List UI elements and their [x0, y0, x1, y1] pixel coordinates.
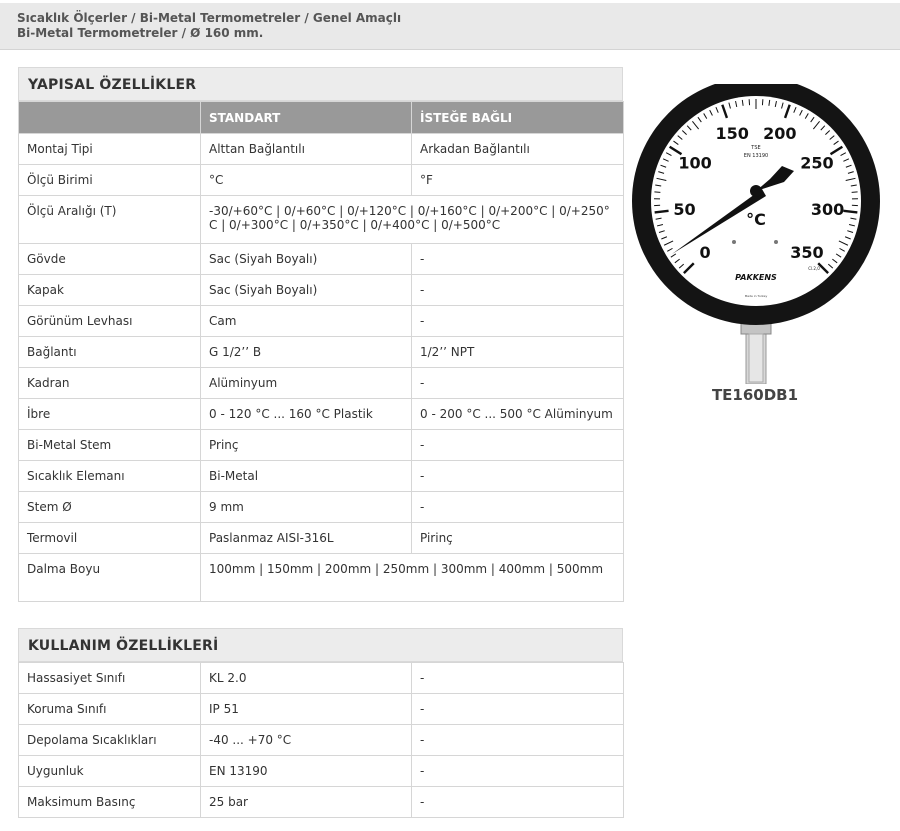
gauge-tick — [654, 192, 660, 193]
standard-value: IP 51 — [201, 694, 412, 725]
breadcrumb-line-2[interactable]: Bi-Metal Termometreler / Ø 160 mm. — [17, 26, 264, 40]
row-label: Görünüm Levhası — [19, 306, 201, 337]
gauge-scale-label: 200 — [763, 124, 797, 144]
row-label: İbre — [19, 399, 201, 430]
optional-value: - — [412, 275, 624, 306]
row-label: Montaj Tipi — [19, 134, 201, 165]
table-row — [19, 554, 624, 602]
structural-header-row — [19, 102, 624, 134]
structural-title: YAPISAL ÖZELLİKLER — [18, 67, 623, 101]
usage-section — [18, 628, 623, 818]
table-row — [19, 694, 624, 725]
optional-value: - — [412, 461, 624, 492]
table-row — [19, 368, 624, 399]
standard-value: Alttan Bağlantılı — [201, 134, 412, 165]
gauge-tick — [843, 211, 857, 213]
optional-value: - — [412, 430, 624, 461]
table-row — [19, 134, 624, 165]
optional-value: - — [412, 756, 624, 787]
gauge-tick — [655, 211, 669, 213]
row-label: Bi-Metal Stem — [19, 430, 201, 461]
row-label: Uygunluk — [19, 756, 201, 787]
table-row — [19, 663, 624, 694]
row-label: Gövde — [19, 244, 201, 275]
breadcrumb — [0, 3, 900, 50]
standard-value: EN 13190 — [201, 756, 412, 787]
gauge-needle-hub — [750, 185, 762, 197]
standard-value: 9 mm — [201, 492, 412, 523]
row-label: Bağlantı — [19, 337, 201, 368]
structural-table — [18, 101, 624, 602]
range-value: -30/+60°C | 0/+60°C | 0/+120°C | 0/+160°C | 0/+200°C | 0/+250°C | 0/+300°C | 0/+350°C | 0/+400°C | 0/+500°C — [201, 196, 624, 244]
row-label: Termovil — [19, 523, 201, 554]
table-row — [19, 399, 624, 430]
usage-title: KULLANIM ÖZELLİKLERİ — [18, 628, 623, 662]
immersion-value: 100mm | 150mm | 200mm | 250mm | 300mm | 400mm | 500mm — [201, 554, 624, 602]
optional-value: - — [412, 244, 624, 275]
optional-value: - — [412, 306, 624, 337]
table-row — [19, 244, 624, 275]
gauge-scale-label: 350 — [790, 242, 824, 262]
standard-value: 0 - 120 °C ... 160 °C Plastik — [201, 399, 412, 430]
standard-value: °C — [201, 165, 412, 196]
gauge-scale-label: 150 — [715, 124, 749, 144]
table-row — [19, 165, 624, 196]
gauge-scale-label: 100 — [678, 153, 712, 173]
optional-value: Pirinç — [412, 523, 624, 554]
thermometer-gauge — [630, 84, 882, 384]
standard-value: Alüminyum — [201, 368, 412, 399]
gauge-scale-label: 50 — [673, 200, 696, 220]
optional-value: - — [412, 492, 624, 523]
gauge-scale-label: 300 — [810, 200, 845, 220]
optional-value: - — [412, 663, 624, 694]
row-label: Koruma Sınıfı — [19, 694, 201, 725]
structural-section — [18, 67, 623, 602]
standard-value: Prinç — [201, 430, 412, 461]
gauge-class: Cl.2,0 — [808, 266, 820, 271]
gauge-made-in: Made in Turkey — [744, 294, 768, 298]
standard-value: Cam — [201, 306, 412, 337]
row-label: Stem Ø — [19, 492, 201, 523]
gauge-scale-label: 0 — [699, 242, 711, 262]
gauge-brand: PAKKENS — [735, 273, 777, 282]
product-image — [630, 84, 882, 384]
gauge-tse: TSE — [751, 145, 761, 151]
table-row — [19, 787, 624, 818]
optional-value: - — [412, 694, 624, 725]
header-standard: STANDART — [201, 102, 412, 134]
row-label: Sıcaklık Elemanı — [19, 461, 201, 492]
gauge-tick — [852, 192, 858, 193]
standard-value: -40 ... +70 °C — [201, 725, 412, 756]
standard-value: Paslanmaz AISI-316L — [201, 523, 412, 554]
table-row — [19, 461, 624, 492]
row-label: Maksimum Basınç — [19, 787, 201, 818]
table-row — [19, 337, 624, 368]
optional-value: - — [412, 368, 624, 399]
table-row — [19, 306, 624, 337]
probe — [749, 334, 763, 382]
table-row — [19, 725, 624, 756]
row-label: Hassasiyet Sınıfı — [19, 663, 201, 694]
gauge-unit: °C — [746, 210, 766, 229]
row-label: Kadran — [19, 368, 201, 399]
breadcrumb-line-1[interactable]: Sıcaklık Ölçerler / Bi-Metal Termometreler / Genel Amaçlı — [17, 11, 402, 25]
header-empty — [19, 102, 201, 134]
standard-value: G 1/2’’ B — [201, 337, 412, 368]
optional-value: - — [412, 725, 624, 756]
optional-value: Arkadan Bağlantılı — [412, 134, 624, 165]
table-row — [19, 756, 624, 787]
row-label: Dalma Boyu — [19, 554, 201, 602]
header-optional: İSTEĞE BAĞLI — [412, 102, 624, 134]
table-row — [19, 523, 624, 554]
table-row — [19, 275, 624, 306]
standard-value: KL 2.0 — [201, 663, 412, 694]
screw-icon — [732, 240, 736, 244]
table-row — [19, 492, 624, 523]
screw-icon — [774, 240, 778, 244]
gauge-standard: EN 13190 — [743, 153, 769, 159]
standard-value: Sac (Siyah Boyalı) — [201, 275, 412, 306]
optional-value: 1/2’’ NPT — [412, 337, 624, 368]
standard-value: Sac (Siyah Boyalı) — [201, 244, 412, 275]
product-model: TE160DB1 — [711, 386, 799, 404]
gauge-scale-label: 250 — [800, 153, 834, 173]
optional-value: °F — [412, 165, 624, 196]
usage-table — [18, 662, 624, 818]
row-label: Kapak — [19, 275, 201, 306]
optional-value: - — [412, 787, 624, 818]
row-label: Depolama Sıcaklıkları — [19, 725, 201, 756]
standard-value: Bi-Metal — [201, 461, 412, 492]
table-row — [19, 430, 624, 461]
row-label: Ölçü Aralığı (T) — [19, 196, 201, 244]
row-label: Ölçü Birimi — [19, 165, 201, 196]
standard-value: 25 bar — [201, 787, 412, 818]
optional-value: 0 - 200 °C ... 500 °C Alüminyum — [412, 399, 624, 430]
table-row — [19, 196, 624, 244]
